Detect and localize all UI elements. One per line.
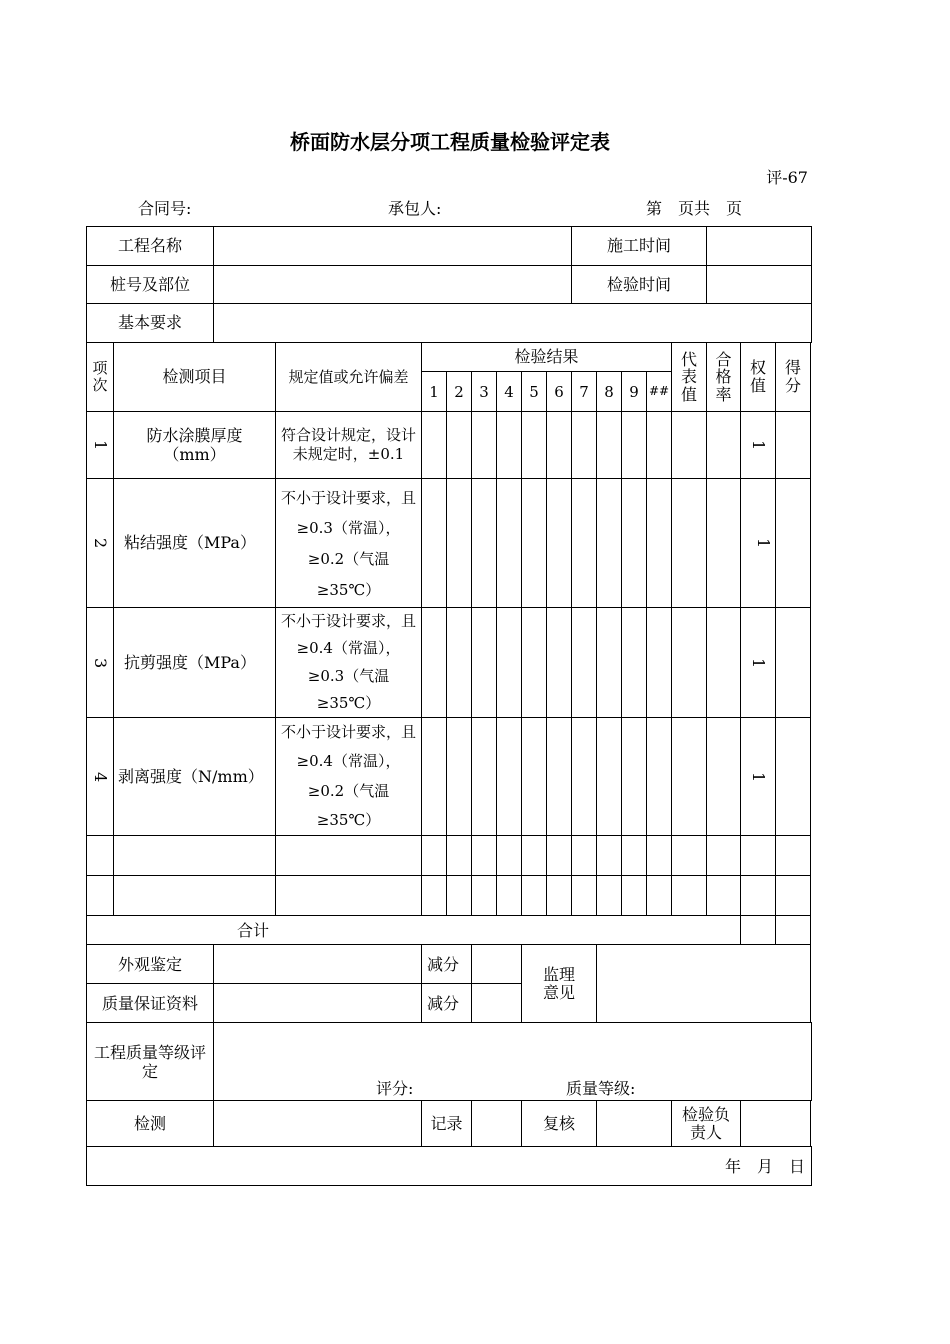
empty-cell[interactable]: [87, 876, 114, 916]
result-cell[interactable]: [522, 412, 547, 479]
result-cell[interactable]: [522, 718, 547, 836]
total-label: 合计: [87, 916, 741, 945]
total-weight-cell[interactable]: [741, 916, 776, 945]
deduction-label-2: 减分: [422, 984, 472, 1023]
result-cell[interactable]: [522, 608, 547, 718]
station-part-label: 桩号及部位: [87, 266, 214, 304]
empty-cell[interactable]: [776, 876, 811, 916]
score-label: 评分:: [376, 1079, 414, 1098]
representative-header: 代表值: [672, 343, 707, 412]
table-row: [87, 608, 812, 718]
empty-cell[interactable]: [647, 836, 672, 876]
result-cell[interactable]: [422, 412, 447, 479]
empty-cell[interactable]: [114, 876, 276, 916]
row-weight: 1: [741, 479, 776, 608]
result-col-3: 3: [472, 372, 497, 412]
responsible-field[interactable]: [741, 1101, 811, 1147]
review-field[interactable]: [597, 1101, 672, 1147]
result-cell[interactable]: [647, 412, 672, 479]
result-cell[interactable]: [572, 718, 597, 836]
quality-docs-field[interactable]: [214, 984, 422, 1023]
result-col-8: 8: [597, 372, 622, 412]
empty-cell[interactable]: [572, 876, 597, 916]
result-cell[interactable]: [622, 608, 647, 718]
table-row: [87, 718, 812, 836]
page-info: 第 页共 页: [646, 199, 743, 218]
score-cell[interactable]: [776, 608, 811, 718]
quality-docs-label: 质量保证资料: [87, 984, 214, 1023]
station-part-field[interactable]: [214, 266, 572, 304]
result-cell[interactable]: [472, 718, 497, 836]
grade-label: 质量等级:: [566, 1079, 636, 1098]
empty-cell[interactable]: [707, 836, 741, 876]
inspection-item-header: 检测项目: [114, 343, 276, 412]
result-col-10: ##: [647, 372, 672, 412]
basic-requirements-field[interactable]: [214, 304, 812, 343]
empty-cell[interactable]: [547, 876, 572, 916]
empty-row: [87, 876, 812, 916]
pass-rate-header: 合格率: [707, 343, 741, 412]
result-cell[interactable]: [547, 479, 572, 608]
result-cell[interactable]: [547, 412, 572, 479]
result-cell[interactable]: [572, 479, 597, 608]
pass-rate-cell[interactable]: [707, 718, 741, 836]
representative-cell[interactable]: [672, 412, 707, 479]
row-no: 1: [87, 412, 114, 479]
table-row: [87, 412, 812, 479]
grade-eval-field[interactable]: [214, 1023, 812, 1101]
empty-cell[interactable]: [776, 836, 811, 876]
grade-eval-label: 工程质量等级评定: [87, 1023, 214, 1101]
total-score-cell[interactable]: [776, 916, 811, 945]
record-field[interactable]: [472, 1101, 522, 1147]
row-spec: 不小于设计要求，且≥0.4（常温），≥0.2（气温≥35℃）: [276, 718, 422, 836]
empty-cell[interactable]: [672, 876, 707, 916]
project-name-field[interactable]: [214, 227, 572, 266]
construction-time-field[interactable]: [707, 227, 812, 266]
empty-cell[interactable]: [547, 836, 572, 876]
result-col-4: 4: [497, 372, 522, 412]
deduction-field-1[interactable]: [472, 945, 522, 984]
empty-cell[interactable]: [497, 836, 522, 876]
result-cell[interactable]: [422, 479, 447, 608]
result-cell[interactable]: [647, 479, 672, 608]
empty-cell[interactable]: [447, 876, 472, 916]
result-cell[interactable]: [597, 608, 622, 718]
result-col-7: 7: [572, 372, 597, 412]
weight-header: 权值: [741, 343, 776, 412]
empty-cell[interactable]: [276, 876, 422, 916]
row-item: 剥离强度（N/mm）: [114, 718, 276, 836]
result-cell[interactable]: [422, 608, 447, 718]
pass-rate-cell[interactable]: [707, 608, 741, 718]
empty-cell[interactable]: [472, 836, 497, 876]
empty-cell[interactable]: [422, 876, 447, 916]
result-cell[interactable]: [597, 412, 622, 479]
row-item: 抗剪强度（MPa）: [114, 608, 276, 718]
record-label: 记录: [422, 1101, 472, 1147]
row-spec: 符合设计规定，设计未规定时，±0.1: [276, 412, 422, 479]
empty-cell[interactable]: [672, 836, 707, 876]
row-item: 粘结强度（MPa）: [114, 479, 276, 608]
result-cell[interactable]: [422, 718, 447, 836]
result-cell[interactable]: [547, 718, 572, 836]
result-col-9: 9: [622, 372, 647, 412]
result-col-2: 2: [447, 372, 472, 412]
responsible-label: 检验负责人: [672, 1101, 741, 1147]
representative-cell[interactable]: [672, 718, 707, 836]
row-spec: 不小于设计要求，且≥0.4（常温），≥0.3（气温≥35℃）: [276, 608, 422, 718]
result-cell[interactable]: [472, 479, 497, 608]
empty-row: [87, 836, 812, 876]
table-row: [87, 479, 812, 608]
inspection-time-label: 检验时间: [572, 266, 707, 304]
result-cell[interactable]: [597, 479, 622, 608]
deduction-label-1: 减分: [422, 945, 472, 984]
appearance-field[interactable]: [214, 945, 422, 984]
empty-cell[interactable]: [741, 836, 776, 876]
score-cell[interactable]: [776, 479, 811, 608]
score-header: 得分: [776, 343, 811, 412]
result-cell[interactable]: [497, 479, 522, 608]
supervisor-opinion-field[interactable]: [597, 945, 811, 1023]
contract-no-label: 合同号:: [138, 199, 192, 218]
result-cell[interactable]: [497, 412, 522, 479]
empty-cell[interactable]: [422, 836, 447, 876]
empty-cell[interactable]: [647, 876, 672, 916]
empty-cell[interactable]: [87, 836, 114, 876]
row-spec: 不小于设计要求，且≥0.3（常温），≥0.2（气温≥35℃）: [276, 479, 422, 608]
construction-time-label: 施工时间: [572, 227, 707, 266]
empty-cell[interactable]: [114, 836, 276, 876]
empty-cell[interactable]: [497, 876, 522, 916]
row-no: 3: [87, 608, 114, 718]
supervisor-opinion-label: 监理意见: [522, 945, 597, 1023]
empty-cell[interactable]: [522, 876, 547, 916]
result-col-6: 6: [547, 372, 572, 412]
result-cell[interactable]: [622, 718, 647, 836]
empty-cell[interactable]: [707, 876, 741, 916]
item-no-header: 项次: [87, 343, 114, 412]
project-name-label: 工程名称: [87, 227, 214, 266]
representative-cell[interactable]: [672, 479, 707, 608]
row-item: 防水涂膜厚度（mm）: [114, 412, 276, 479]
result-cell[interactable]: [447, 479, 472, 608]
pass-rate-cell[interactable]: [707, 412, 741, 479]
result-cell[interactable]: [622, 412, 647, 479]
spec-header: 规定值或允许偏差: [276, 343, 422, 412]
result-cell[interactable]: [447, 608, 472, 718]
form-number: 评-67: [766, 168, 808, 187]
score-cell[interactable]: [776, 412, 811, 479]
empty-cell[interactable]: [572, 836, 597, 876]
row-weight: 1: [741, 608, 776, 718]
review-label: 复核: [522, 1101, 597, 1147]
empty-cell[interactable]: [622, 876, 647, 916]
result-cell[interactable]: [522, 479, 547, 608]
row-weight: 1: [741, 718, 776, 836]
empty-cell[interactable]: [597, 836, 622, 876]
result-col-5: 5: [522, 372, 547, 412]
row-no: 4: [87, 718, 114, 836]
row-weight: 1: [741, 412, 776, 479]
inspect-field[interactable]: [214, 1101, 422, 1147]
result-cell[interactable]: [547, 608, 572, 718]
inspection-time-field[interactable]: [707, 266, 812, 304]
date-field: 年 月 日: [87, 1147, 812, 1186]
result-cell[interactable]: [447, 718, 472, 836]
result-cell[interactable]: [472, 608, 497, 718]
empty-cell[interactable]: [276, 836, 422, 876]
empty-cell[interactable]: [522, 836, 547, 876]
inspection-table: [86, 226, 812, 1186]
result-cell[interactable]: [647, 718, 672, 836]
result-cell[interactable]: [497, 718, 522, 836]
results-header: 检验结果: [422, 343, 672, 372]
contractor-label: 承包人:: [388, 199, 442, 218]
empty-cell[interactable]: [597, 876, 622, 916]
pass-rate-cell[interactable]: [707, 479, 741, 608]
row-no: 2: [87, 479, 114, 608]
result-cell[interactable]: [497, 608, 522, 718]
empty-cell[interactable]: [622, 836, 647, 876]
empty-cell[interactable]: [472, 876, 497, 916]
result-cell[interactable]: [647, 608, 672, 718]
representative-cell[interactable]: [672, 608, 707, 718]
appearance-label: 外观鉴定: [87, 945, 214, 984]
result-cell[interactable]: [447, 412, 472, 479]
result-cell[interactable]: [572, 412, 597, 479]
result-cell[interactable]: [572, 608, 597, 718]
empty-cell[interactable]: [741, 876, 776, 916]
deduction-field-2[interactable]: [472, 984, 522, 1023]
result-cell[interactable]: [622, 479, 647, 608]
empty-cell[interactable]: [447, 836, 472, 876]
page-title: 桥面防水层分项工程质量检验评定表: [290, 130, 610, 154]
basic-requirements-label: 基本要求: [87, 304, 214, 343]
result-col-1: 1: [422, 372, 447, 412]
result-cell[interactable]: [597, 718, 622, 836]
result-cell[interactable]: [472, 412, 497, 479]
inspect-label: 检测: [87, 1101, 214, 1147]
score-cell[interactable]: [776, 718, 811, 836]
